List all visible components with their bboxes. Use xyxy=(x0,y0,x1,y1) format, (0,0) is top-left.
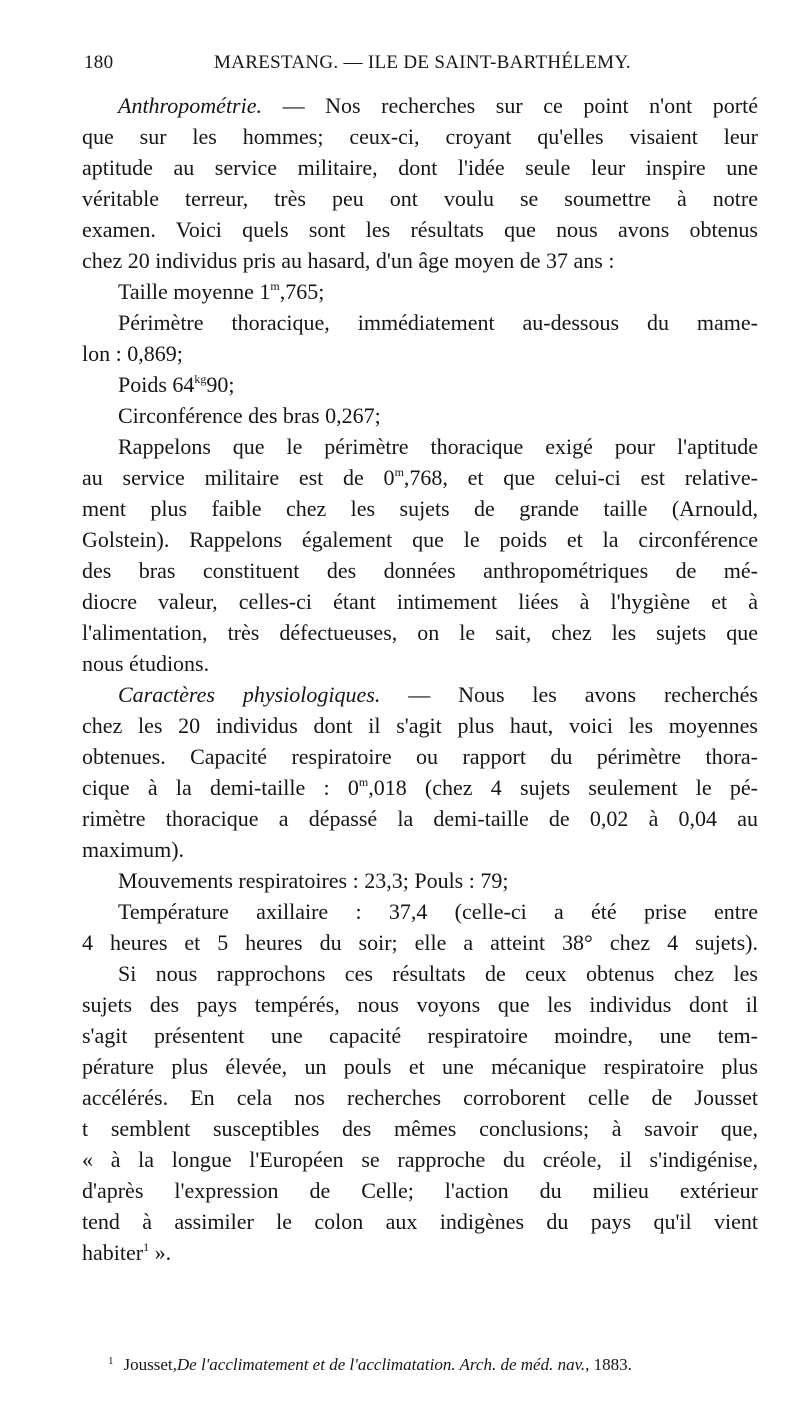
text-line: Si nous rapprochons ces résultats de ceux obtenus chez les xyxy=(118,961,758,986)
text-line: ment plus faible chez les sujets de grande taille (Arnould, xyxy=(82,496,758,521)
text-line: Rappelons que le périmètre thoracique exigé pour l'aptitude xyxy=(118,434,758,459)
text-line: diocre valeur, celles-ci étant intimement liées à l'hygiène et à xyxy=(82,589,758,614)
page-number: 180 xyxy=(84,52,114,73)
text-line: Température axillaire : 37,4 (celle-ci a été prise entre xyxy=(118,899,758,924)
text-line: que sur les hommes; ceux-ci, croyant qu'elles visaient leur xyxy=(82,124,758,149)
text-line: sujets des pays tempérés, nous voyons que les individus dont il xyxy=(82,992,758,1017)
text-line: examen. Voici quels sont les résultats que nous avons obtenus xyxy=(82,217,758,242)
measurement-arm: Circonférence des bras 0,267; xyxy=(118,403,381,428)
text-line: des bras constituent des données anthropométriques de mé- xyxy=(82,558,758,583)
measurement-weight: Poids $64^{kg}90$; xyxy=(118,372,235,397)
text-line: aptitude au service militaire, dont l'idée seule leur inspire une xyxy=(82,155,758,180)
text-line: l'alimentation, très défectueuses, on le sait, chez les sujets que xyxy=(82,620,758,645)
measurement-height: Taille moyenne 1$^m$,765; xyxy=(118,279,325,304)
footnote-title: De l'acclimatement et de l'acclimatation. Arch. de méd. nav. xyxy=(176,1355,586,1374)
text-line: tend à assimiler le colon aux indigènes du pays qu'il vient xyxy=(82,1209,758,1234)
text-line: nous étudions. xyxy=(82,651,210,676)
text-line: « à la longue l'Européen se rapproche du créole, il s'indigénise, xyxy=(82,1147,758,1172)
text-line: t semblent susceptibles des mêmes conclusions; à savoir que, xyxy=(82,1116,758,1141)
text-line: obtenues. Capacité respiratoire ou rapport du périmètre thora- xyxy=(82,744,758,769)
text-line: rimètre thoracique a dépassé la demi-taille de 0,02 à 0,04 au xyxy=(82,806,758,831)
footnote-marker: 1 xyxy=(108,1355,114,1367)
footnote-year: , 1883. xyxy=(585,1355,632,1374)
text-line: 4 heures et 5 heures du soir; elle a atteint 38° chez 4 sujets). xyxy=(82,930,758,955)
text-line: Golstein). Rappelons également que le poids et la circonférence xyxy=(82,527,758,552)
text-line: cique à la demi-taille : 0$^m$,018 (chez 4 sujets seulement le pé- xyxy=(82,775,758,800)
text-line: s'agit présentent une capacité respiratoire moindre, une tem- xyxy=(82,1023,758,1048)
running-title: MARESTANG. — ILE DE SAINT-BARTHÉLEMY. xyxy=(214,52,631,73)
footnote-reference[interactable]: 1 xyxy=(143,1240,150,1254)
text-line: chez les 20 individus dont il s'agit plus haut, voici les moyennes xyxy=(82,713,758,738)
text-line: chez 20 individus pris au hasard, d'un âge moyen de 37 ans : xyxy=(82,248,615,273)
text-line: Mouvements respiratoires : 23,3; Pouls : 79; xyxy=(118,868,509,893)
footnote xyxy=(108,1355,760,1375)
text-line: véritable terreur, très peu ont voulu se soumettre à notre xyxy=(82,186,758,211)
text-line: habiter$^1$ ». xyxy=(82,1240,172,1265)
footnote-author: Jousset, xyxy=(123,1355,177,1374)
text-line: au service militaire est de 0$^m$,768, et que celui-ci est relative- xyxy=(82,465,758,490)
text-line: maximum). xyxy=(82,837,185,862)
text-line: Anthropométrie. — Nos recherches sur ce point n'ont porté xyxy=(118,93,758,118)
section-heading-physiologiques: Caractères physiologiques. xyxy=(118,682,381,707)
text-line: d'après l'expression de Celle; l'action du milieu extérieur xyxy=(82,1178,758,1203)
text-line: accélérés. En cela nos recherches corroborent celle de Jousset xyxy=(82,1085,758,1110)
text-line: Caractères physiologiques. — Nous les avons recherchés xyxy=(118,682,758,707)
text-line: pérature plus élevée, un pouls et une mécanique respiratoire plus xyxy=(82,1054,758,1079)
measurement-chest: Périmètre thoracique, immédiatement au-dessous du mame- xyxy=(118,310,758,335)
text-line: lon : 0,869; xyxy=(82,341,183,366)
section-heading-anthropometrie: Anthropométrie. xyxy=(118,93,262,118)
